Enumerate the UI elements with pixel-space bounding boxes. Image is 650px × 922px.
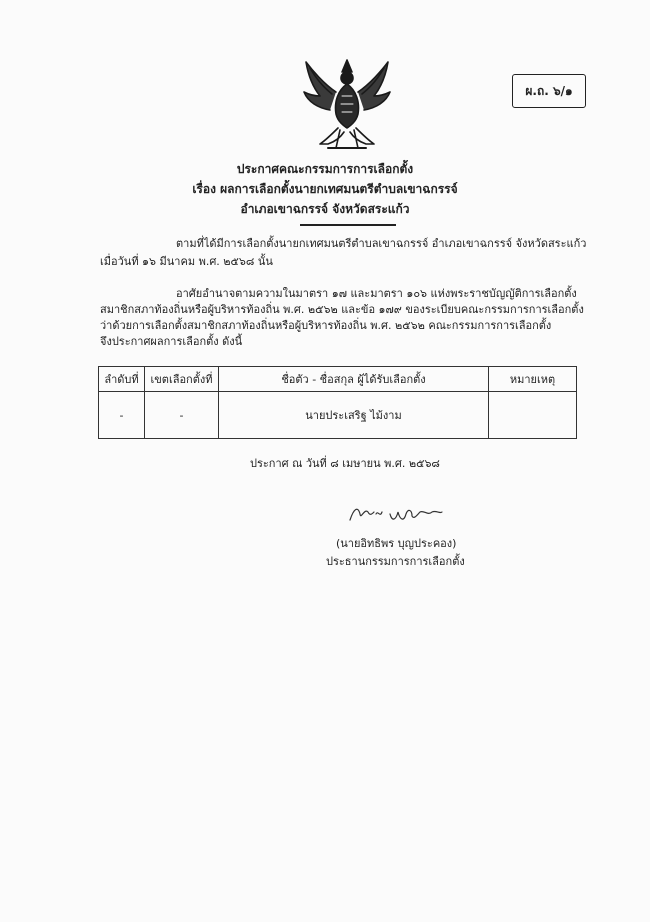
announcement-location: อำเภอเขาฉกรรจ์ จังหวัดสระแก้ว — [240, 202, 410, 216]
paragraph-2-line-4: จึงประกาศผลการเลือกตั้ง ดังนี้ — [100, 335, 243, 348]
election-results-table — [98, 366, 577, 439]
cell-order: - — [99, 392, 145, 439]
paragraph-2-line-2: สมาชิกสภาท้องถิ่นหรือผู้บริหารท้องถิ่น พ.ศ. ๒๕๖๒ และข้อ ๑๗๙ ของระเบียบคณะกรรมการการเลือกตั้ง — [100, 303, 584, 316]
table-header-row — [99, 367, 577, 392]
col-header-remarks: หมายเหตุ — [489, 367, 577, 392]
cell-elected-name: นายประเสริฐ ไม้งาม — [219, 392, 489, 439]
announcement-subject: เรื่อง ผลการเลือกตั้งนายกเทศมนตรีตำบลเขาฉกรรจ์ — [192, 182, 458, 196]
signatory-name: (นายอิทธิพร บุญประคอง) — [336, 537, 457, 550]
garuda-emblem-icon — [298, 56, 396, 152]
cell-district: - — [145, 392, 219, 439]
cell-remarks — [489, 392, 577, 439]
form-code-badge: ผ.ถ. ๖/๑ — [512, 74, 586, 108]
paragraph-1-line-2: เมื่อวันที่ ๑๖ มีนาคม พ.ศ. ๒๕๖๘ นั้น — [100, 255, 273, 268]
col-header-elected-name: ชื่อตัว - ชื่อสกุล ผู้ได้รับเลือกตั้ง — [219, 367, 489, 392]
handwritten-signature — [346, 500, 446, 530]
col-header-district: เขตเลือกตั้งที่ — [145, 367, 219, 392]
table-row — [99, 392, 577, 439]
col-header-order: ลำดับที่ — [99, 367, 145, 392]
signatory-title: ประธานกรรมการการเลือกตั้ง — [326, 555, 465, 568]
title-divider — [300, 224, 396, 226]
announcement-date: ประกาศ ณ วันที่ ๘ เมษายน พ.ศ. ๒๕๖๘ — [250, 457, 440, 470]
paragraph-2-line-3: ว่าด้วยการเลือกตั้งสมาชิกสภาท้องถิ่นหรือผู้บริหารท้องถิ่น พ.ศ. ๒๕๖๒ คณะกรรมการการเลือกตั้ง — [100, 319, 552, 332]
paragraph-2-line-1: อาศัยอำนาจตามความในมาตรา ๑๗ และมาตรา ๑๐๖ แห่งพระราชบัญญัติการเลือกตั้ง — [176, 287, 577, 300]
announcement-title: ประกาศคณะกรรมการการเลือกตั้ง — [236, 162, 414, 176]
paragraph-1-line-1: ตามที่ได้มีการเลือกตั้งนายกเทศมนตรีตำบลเขาฉกรรจ์ อำเภอเขาฉกรรจ์ จังหวัดสระแก้ว — [176, 237, 587, 250]
